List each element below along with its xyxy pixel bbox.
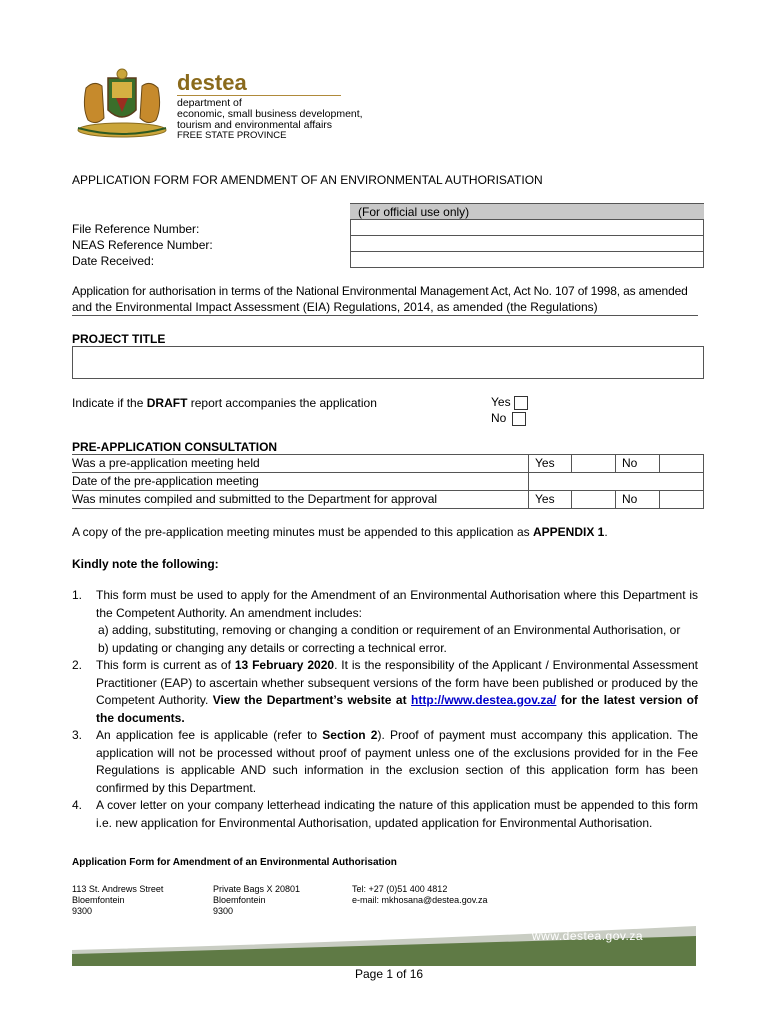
note-item-3 — [72, 727, 698, 797]
notes-heading: Kindly note the following: — [72, 557, 219, 571]
note-item-4 — [72, 797, 698, 832]
consultation-yes-box[interactable] — [571, 491, 615, 508]
footer-address-1 — [72, 884, 163, 917]
form-title: APPLICATION FORM FOR AMENDMENT OF AN ENVIRONMENTAL AUTHORISATION — [72, 173, 543, 187]
note-bold: View the Department’s website at — [212, 693, 407, 707]
consultation-question: Was a pre-application meeting held — [72, 456, 260, 470]
footer-address-line: 9300 — [72, 906, 93, 916]
org-line-3: tourism and environmental affairs — [177, 119, 333, 131]
org-name: destea — [177, 70, 247, 95]
draft-yes-checkbox[interactable] — [514, 396, 528, 410]
footer-email: e-mail: mkhosana@destea.gov.za — [352, 895, 488, 905]
consultation-row — [72, 455, 704, 473]
draft-yes-label: Yes — [491, 395, 511, 409]
consultation-question: Was minutes compiled and submitted to the Department for approval — [72, 492, 438, 506]
consultation-table — [72, 454, 704, 509]
note-item-1 — [72, 587, 698, 657]
website-link[interactable]: http://www.destea.gov.za/ — [411, 693, 557, 707]
consultation-no-box[interactable] — [659, 455, 704, 472]
note-text: A cover letter on your company letterhead indicating the nature of this application must be appended to this form i.e. new application for Environmental Authorisation, updated application for Environmental Authorisation. — [96, 798, 698, 830]
official-use-label: (For official use only) — [358, 205, 470, 219]
project-title-field[interactable] — [72, 346, 704, 379]
draft-no-option — [491, 410, 526, 426]
consultation-yes: Yes — [528, 455, 571, 472]
org-line-1: department of — [177, 97, 242, 109]
coat-of-arms-logo — [72, 68, 172, 140]
draft-bold: DRAFT — [146, 396, 188, 410]
footer-contact — [352, 884, 488, 906]
consultation-heading: PRE-APPLICATION CONSULTATION — [72, 440, 278, 454]
footer-doc-title: Application Form for Amendment of an Environmental Authorisation — [72, 857, 397, 868]
consultation-yes-box[interactable] — [571, 455, 615, 472]
note-bold: for the latest version of the documents. — [96, 693, 698, 725]
footer-address-line: 9300 — [213, 906, 234, 916]
intro-line-2: and the Environmental Impact Assessment (EIA) Regulations, 2014, as amended (the Regulations) — [72, 300, 598, 314]
note-text: ). Proof of payment must accompany this application. The application will not be processed without proof of payment unless one of the exclusions provided for in the Fee Regulations is applicable AND such information in the exclusion section of this application form has been confirmed by this Department. — [96, 728, 698, 795]
date-received-label: Date Received: — [72, 254, 155, 268]
draft-no-label: No — [491, 411, 507, 425]
consultation-question: Date of the pre-application meeting — [72, 474, 259, 488]
draft-no-checkbox[interactable] — [512, 412, 526, 426]
note-sub-a: a) adding, substituting, removing or changing a condition or requirement of an Environmental Authorisation, or — [98, 623, 681, 637]
note-text: An application fee is applicable (refer to — [96, 728, 318, 742]
intro-line-1: Application for authorisation in terms of the National Environmental Management Act, Act No. 107 of 1998, as amended — [72, 284, 688, 298]
appendix-suffix: . — [604, 525, 608, 539]
neas-reference-label: NEAS Reference Number: — [72, 238, 213, 252]
footer-address-line: Private Bags X 20801 — [213, 884, 301, 894]
draft-yes-option — [491, 394, 528, 410]
appendix-prefix: A copy of the pre-application meeting minutes must be appended to this application as — [72, 525, 530, 539]
org-line-4: FREE STATE PROVINCE — [177, 130, 287, 141]
appendix-note — [72, 524, 608, 540]
footer-address-line: 113 St. Andrews Street — [72, 884, 164, 894]
draft-suffix: report accompanies the application — [190, 396, 377, 410]
note-section: Section 2 — [322, 728, 378, 742]
footer-phone: Tel: +27 (0)51 400 4812 — [352, 884, 448, 894]
file-reference-label: File Reference Number: — [72, 222, 200, 236]
page-number: Page 1 of 16 — [355, 967, 424, 981]
note-item-2 — [72, 657, 698, 727]
draft-prefix: Indicate if the — [72, 396, 144, 410]
footer-address-line: Bloemfontein — [213, 895, 266, 905]
footer-website: www.destea.gov.za — [532, 929, 643, 943]
consultation-no-box[interactable] — [659, 491, 704, 508]
appendix-bold: APPENDIX 1 — [532, 525, 605, 539]
date-received-field[interactable] — [350, 251, 704, 268]
note-text: . It is the responsibility of the Applicant / Environmental Assessment Practitioner (EAP) to ascertain whether subsequent versions of the form have been published or produced by the Competent Authority. — [96, 658, 698, 707]
consultation-row — [72, 491, 704, 509]
org-divider — [177, 95, 341, 96]
project-title-heading: PROJECT TITLE — [72, 332, 166, 346]
consultation-yes: Yes — [528, 491, 571, 508]
consultation-no: No — [615, 491, 659, 508]
official-use-header — [350, 203, 704, 219]
file-reference-field[interactable] — [350, 219, 704, 236]
consultation-row — [72, 473, 704, 491]
footer-address-2 — [213, 884, 300, 917]
neas-reference-field[interactable] — [350, 235, 704, 252]
consultation-no: No — [615, 455, 659, 472]
meeting-date-field[interactable] — [528, 473, 704, 490]
note-text: This form must be used to apply for the Amendment of an Environmental Authorisation where this Department is the Competent Authority. An amendment includes: — [96, 588, 698, 620]
draft-question — [72, 395, 377, 411]
intro-underline — [72, 315, 698, 316]
note-number: 4. — [72, 798, 83, 812]
note-sub-b: b) updating or changing any details or correcting a technical error. — [98, 640, 447, 655]
notes-list — [72, 587, 698, 832]
org-line-2: economic, small business development, — [177, 108, 363, 120]
note-number: 3. — [72, 728, 83, 742]
note-date: 13 February 2020 — [234, 658, 335, 672]
note-text: This form is current as of — [96, 658, 231, 672]
note-number: 1. — [72, 588, 83, 602]
footer-address-line: Bloemfontein — [72, 895, 125, 905]
note-number: 2. — [72, 658, 83, 672]
